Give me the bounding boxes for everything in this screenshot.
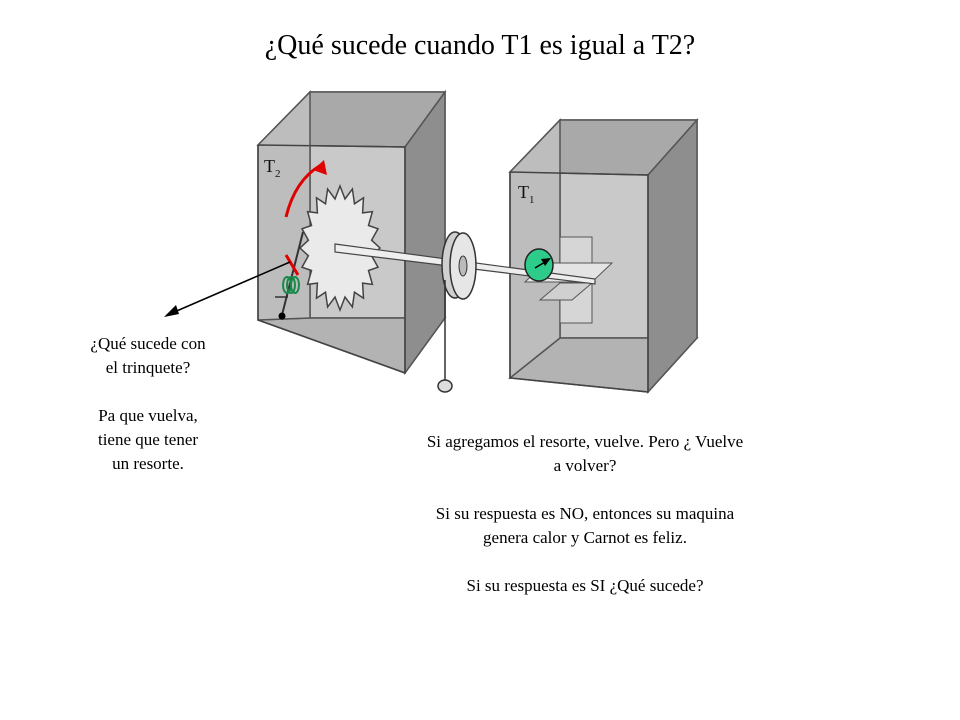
left-note-line: el trinquete? bbox=[105, 358, 191, 377]
pulley bbox=[442, 232, 476, 299]
label-t2: $T_2$ bbox=[264, 156, 281, 180]
hanging-weight bbox=[438, 380, 452, 392]
label-t1: $T_1$ bbox=[518, 182, 535, 206]
left-note-line: ¿Qué sucede con bbox=[90, 334, 206, 353]
left-note-line: un resorte. bbox=[112, 454, 184, 473]
left-note bbox=[58, 332, 238, 476]
right-note-line: a volver? bbox=[553, 456, 617, 475]
left-note-line: tiene que tener bbox=[97, 430, 199, 449]
left-note-line: Pa que vuelva, bbox=[98, 406, 198, 425]
right-note bbox=[355, 430, 815, 598]
right-note-line: genera calor y Carnot es feliz. bbox=[483, 528, 687, 547]
page-title: ¿Qué sucede cuando T1 es igual a T2? bbox=[264, 30, 696, 61]
right-note-line: Si agregamos el resorte, vuelve. Pero ¿ Vuelve bbox=[426, 432, 744, 451]
right-note-line: Si su respuesta es NO, entonces su maquina bbox=[435, 504, 735, 523]
right-note-line: Si su respuesta es SI ¿Qué sucede? bbox=[466, 576, 704, 595]
